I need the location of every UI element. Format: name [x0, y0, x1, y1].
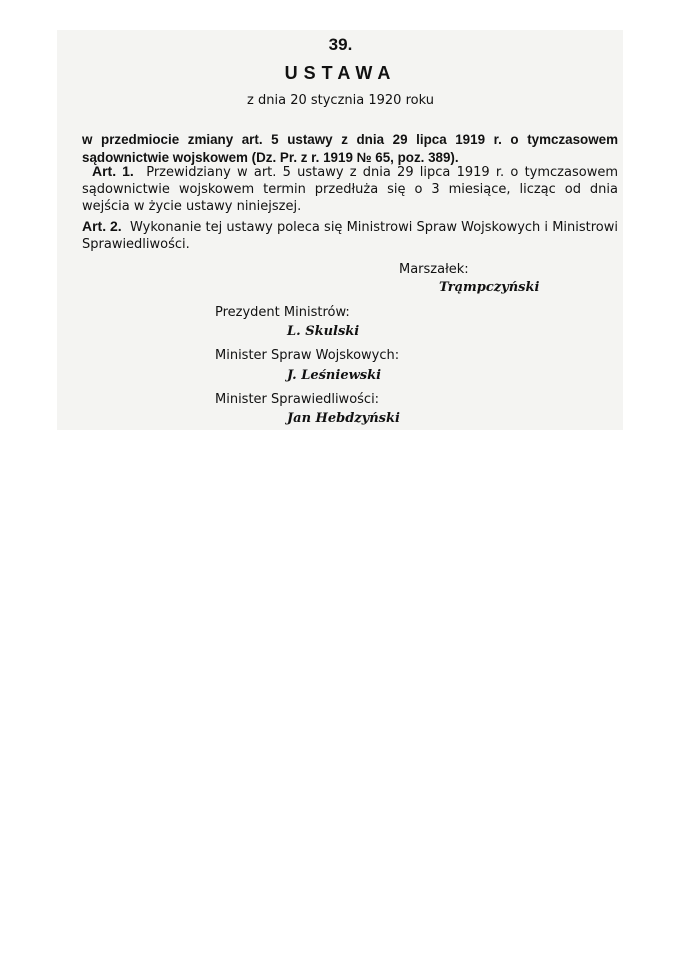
article-1-label: Art. 1.	[92, 163, 134, 179]
document-title: USTAWA	[284, 63, 397, 83]
signature-name-justice-minister: Jan Hebdzyński	[287, 411, 400, 426]
date-line: z dnia 20 stycznia 1920 roku	[247, 93, 434, 108]
signature-name-prime-minister: L. Skulski	[287, 324, 360, 339]
article-2-text: Wykonanie tej ustawy poleca się Ministrowi Spraw Wojskowych i Ministrowi Sprawiedliwości.	[82, 220, 619, 252]
signature-role-marshal: Marszałek:	[399, 262, 469, 277]
signature-name-military-minister: J. Leśniewski	[287, 368, 382, 383]
article-2-label: Art. 2.	[82, 218, 122, 234]
signature-role-justice-minister: Minister Sprawiedliwości:	[215, 392, 380, 407]
article-1	[82, 163, 618, 215]
signature-role-prime-minister: Prezydent Ministrów:	[215, 305, 350, 320]
article-1-text: Przewidziany w art. 5 ustawy z dnia 29 lipca 1919 r. o tymczasowem sądownictwie wojskowem termin przedłuża się o 3 miesiące, licząc od dnia wejścia w życie ustawy niniejszej.	[82, 165, 618, 214]
document-number: 39.	[328, 35, 353, 54]
signature-name-marshal: Trąmpczyński	[439, 280, 540, 295]
article-2	[82, 218, 618, 253]
signature-role-military-minister: Minister Spraw Wojskowych:	[215, 348, 400, 363]
subject-heading: w przedmiocie zmiany art. 5 ustawy z dnia 29 lipca 1919 r. o tymczasowem sądownictwie wojskowem (Dz. Pr. z r. 1919 № 65, poz. 389).	[82, 132, 618, 166]
